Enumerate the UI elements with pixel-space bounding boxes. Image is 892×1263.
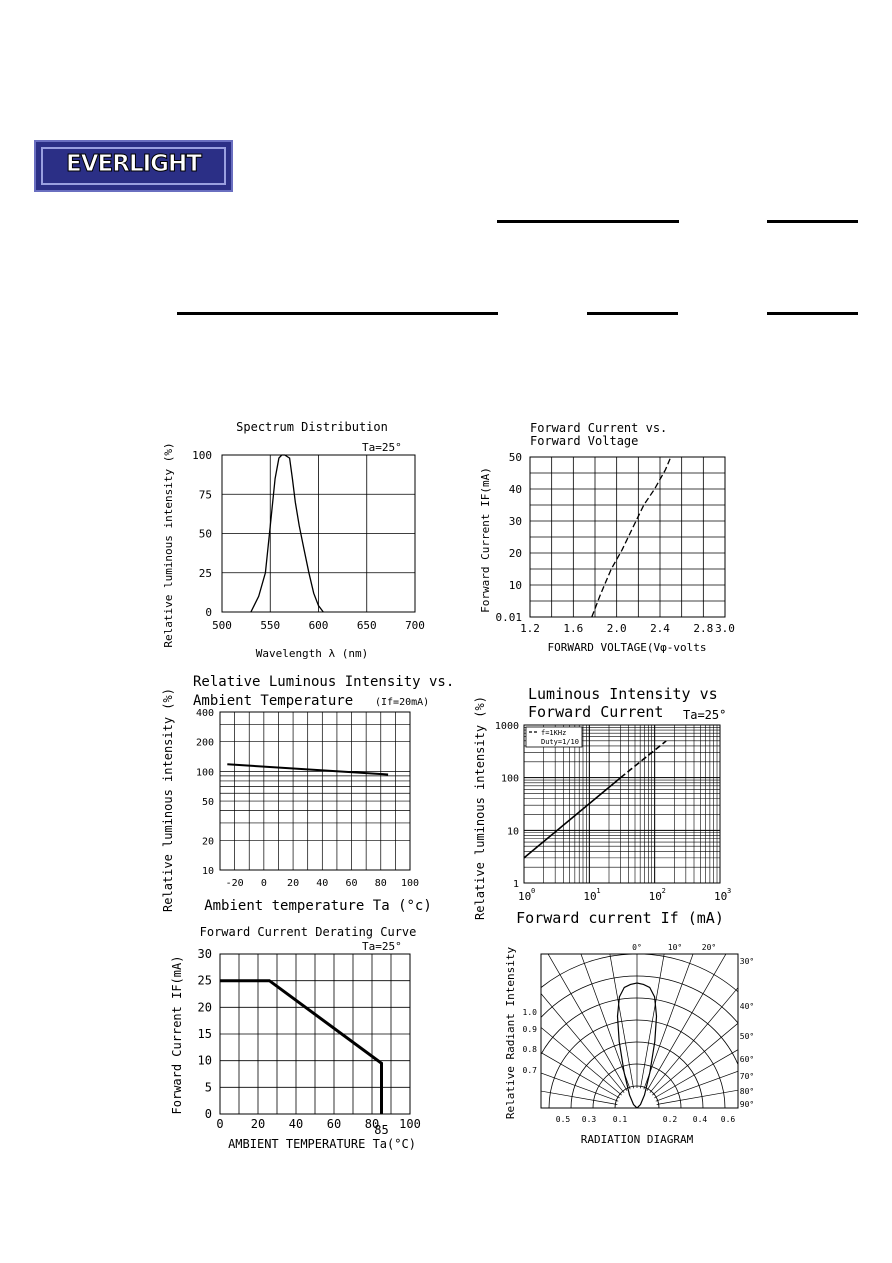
y-axis-label: Relative Radiant Intensity <box>504 946 517 1120</box>
y-axis-label: Forward Current IF(mA) <box>170 955 184 1115</box>
y-axis-label: Forward Current IF(mA) <box>479 467 492 613</box>
y-tick-label: 100 <box>192 449 212 462</box>
x-tick-label: 10 <box>648 890 662 903</box>
x-tick-label: 10 <box>714 890 728 903</box>
y-tick-label: 20 <box>201 836 214 848</box>
chart-condition: Ta=25° <box>362 441 402 454</box>
angle-label: 20° <box>701 943 717 952</box>
y-tick-label: 50 <box>198 527 212 541</box>
y-tick-label: 15 <box>197 1027 212 1041</box>
y-axis-label: Relative luminous intensity (%) <box>161 688 175 912</box>
chart-title: Ambient Temperature <box>193 693 354 709</box>
chart-title: Spectrum Distribution <box>236 420 388 434</box>
data-line <box>220 981 382 1114</box>
y-axis-label: Relative luminous intensity (%) <box>473 696 487 920</box>
chart-title: Forward Current vs. <box>530 421 668 435</box>
polar-spoke <box>650 909 804 1093</box>
y-tick-label: 20 <box>508 547 522 560</box>
radial-label: 0.9 <box>522 1025 537 1034</box>
angle-label: 50° <box>739 1032 755 1041</box>
x-tick-exponent: 3 <box>727 887 732 895</box>
radial-label: 0.5 <box>555 1115 571 1124</box>
angle-label: 80° <box>739 1087 755 1096</box>
polar-spoke <box>654 978 862 1098</box>
angle-label: 10° <box>667 943 683 952</box>
x-tick-exponent: 1 <box>596 887 601 895</box>
radial-label: 1.0 <box>522 1008 537 1017</box>
x-tick-label: 80 <box>364 1117 380 1131</box>
plot-frame <box>524 725 720 883</box>
x-tick-label: 40 <box>316 878 329 889</box>
legend-label: f=1KHz <box>541 729 567 737</box>
x-tick-label: 700 <box>405 619 425 632</box>
data-line-extrapolated <box>621 741 667 778</box>
x-tick-label: 0 <box>260 878 267 889</box>
y-tick-label: 10 <box>201 866 214 877</box>
radial-label: 0.8 <box>522 1045 537 1054</box>
radial-label: 0.1 <box>612 1115 628 1124</box>
x-tick-label: 2.4 <box>650 622 670 635</box>
plot-frame <box>220 712 410 870</box>
chart-title: Forward Current <box>528 703 664 721</box>
x-axis-label: Wavelength λ (nm) <box>255 647 369 660</box>
x-tick-label: 600 <box>308 619 329 632</box>
x-tick-label: 60 <box>345 878 358 889</box>
x-tick-label: 20 <box>287 878 300 889</box>
y-tick-label: 1 <box>512 879 519 890</box>
radial-label: 0.4 <box>692 1115 708 1124</box>
x-axis-label: Ambient temperature Ta (°c) <box>204 898 432 914</box>
x-tick-label: 3.0 <box>715 622 735 635</box>
x-tick-label: 650 <box>356 619 377 632</box>
angle-label: 60° <box>739 1055 755 1064</box>
y-tick-label: 50 <box>201 797 214 809</box>
chart-derating <box>170 925 421 1151</box>
y-tick-label: 10 <box>197 1053 212 1068</box>
polar-spoke <box>381 1063 617 1105</box>
angle-label: 70° <box>739 1072 755 1081</box>
polar-spoke <box>657 1063 892 1105</box>
chart-title: Forward Current Derating Curve <box>199 925 417 939</box>
chart-condition: (If=20mA) <box>375 697 430 708</box>
chart-title: Luminous Intensity vs <box>528 685 718 703</box>
chart-temp-intensity <box>161 674 454 914</box>
y-tick-label: 1000 <box>494 721 519 732</box>
chart-condition: Ta=25° <box>362 940 402 953</box>
radial-label: 0.7 <box>522 1066 537 1075</box>
chart-title: Forward Voltage <box>530 434 639 448</box>
x-tick-label: -20 <box>225 878 244 889</box>
x-tick-exponent: 2 <box>661 887 666 895</box>
x-tick-label: 10 <box>583 890 597 903</box>
radial-label: 0.6 <box>720 1115 736 1124</box>
x-tick-label: 100 <box>400 878 420 889</box>
x-tick-label: 85 <box>374 1123 389 1137</box>
y-tick-label: 0 <box>204 1107 212 1121</box>
y-tick-label: 30 <box>197 947 212 961</box>
y-tick-label: 40 <box>508 483 522 496</box>
y-tick-label: 0 <box>205 606 212 619</box>
y-axis-label: Relative luminous intensity (%) <box>162 442 175 648</box>
polar-spoke <box>656 1019 882 1101</box>
logo-text: EVERLIGHT <box>66 151 201 177</box>
y-tick-label: 0.01 <box>495 611 522 624</box>
radial-label: 0.3 <box>581 1115 597 1124</box>
x-tick-label: 100 <box>399 1117 421 1131</box>
chart-spectrum <box>162 420 425 660</box>
x-tick-label: 2.8 <box>693 622 714 635</box>
y-tick-label: 200 <box>195 737 214 749</box>
chart-forward-iv <box>479 421 735 654</box>
x-tick-label: 500 <box>212 619 232 632</box>
y-tick-label: 25 <box>198 566 212 580</box>
x-tick-label: 20 <box>250 1117 266 1131</box>
y-tick-label: 100 <box>500 773 519 785</box>
y-tick-label: 400 <box>195 708 214 719</box>
x-axis-label: FORWARD VOLTAGE(Vφ-volts <box>547 641 707 654</box>
x-axis-label: Forward current If (mA) <box>516 909 724 927</box>
legend-label: Duty=1/10 <box>541 738 579 746</box>
chart-title: Relative Luminous Intensity vs. <box>193 674 455 690</box>
x-tick-label: 550 <box>260 619 281 632</box>
x-tick-label: 10 <box>518 890 532 903</box>
chart-condition: Ta=25° <box>683 708 727 722</box>
y-tick-label: 75 <box>198 488 212 502</box>
y-tick-label: 10 <box>508 579 522 592</box>
x-tick-label: 80 <box>374 878 387 889</box>
radial-label: 0.2 <box>662 1115 678 1124</box>
x-tick-label: 2.0 <box>606 622 627 635</box>
x-tick-label: 0 <box>216 1117 224 1131</box>
x-axis-label: AMBIENT TEMPERATURE Ta(°C) <box>228 1137 416 1151</box>
x-tick-label: 1.2 <box>520 622 540 635</box>
y-tick-label: 25 <box>197 973 212 988</box>
y-tick-label: 100 <box>195 767 214 779</box>
chart-title: RADIATION DIAGRAM <box>580 1133 694 1146</box>
angle-label: 40° <box>739 1002 755 1011</box>
polar-spoke <box>470 909 624 1093</box>
angle-label: 0° <box>632 943 642 952</box>
chart-intensity-current <box>473 685 731 927</box>
y-tick-label: 20 <box>197 1000 212 1015</box>
y-tick-label: 5 <box>204 1080 212 1095</box>
plot-frame <box>541 954 738 1108</box>
angle-label: 30° <box>739 957 755 966</box>
data-line <box>524 778 621 858</box>
x-tick-label: 1.6 <box>563 622 584 635</box>
y-tick-label: 30 <box>508 515 522 528</box>
angle-label: 90° <box>739 1100 755 1109</box>
y-tick-label: 50 <box>508 451 522 464</box>
x-tick-label: 60 <box>326 1117 342 1131</box>
y-tick-label: 10 <box>506 826 519 838</box>
x-tick-exponent: 0 <box>531 887 536 895</box>
x-tick-label: 40 <box>288 1117 304 1131</box>
